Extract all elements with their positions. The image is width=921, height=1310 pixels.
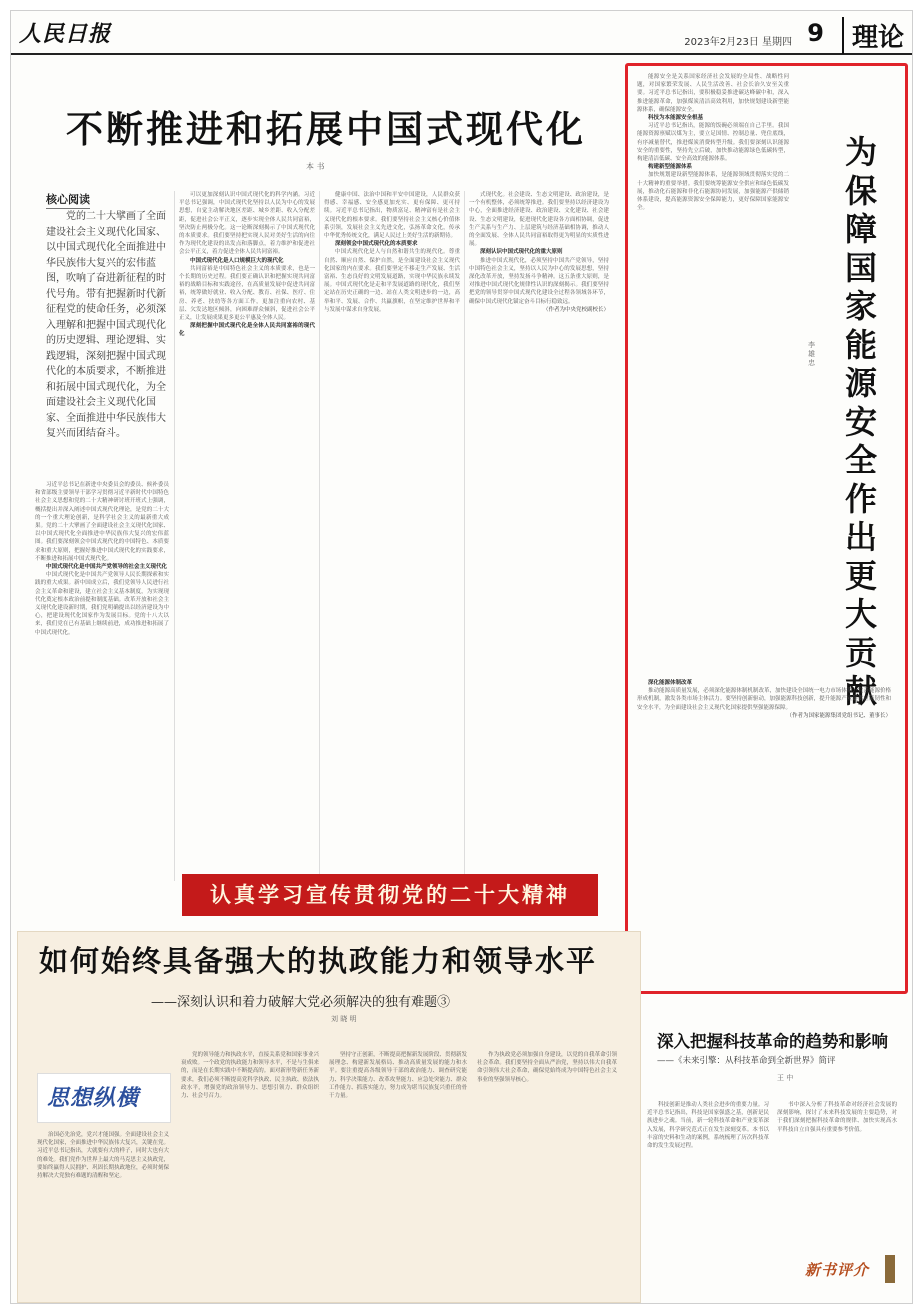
main-col3-para2: 中国式现代化是人与自然和谐共生的现代化。尊重自然、顺应自然、保护自然，是全面建设社会主义现代化国家的内在要求。我们要坚定不移走生产发展、生活富裕、生态良好的文明发展道路，实现中华民族永续发展。中国式现代化是走和平发展道路的现代化，我们坚定站在历史正确的一边、站在人类文明进步的一边，高举和平、发展、合作、共赢旗帜，在坚定维护世界和平与发展中谋求自身发展。: [324, 249, 460, 313]
main-col1-para2: 中国式现代化是中国共产党领导人民长期探索和实践的重大成果。新中国成立后，我们党领导人民进行社会主义革命和建设，建立社会主义基本制度，为实现现代化奠定根本政治前提和制度基础。改革开放和社会主义现代化建设新时期，我们党明确提出以经济建设为中心，把建设现代化国家作为发展目标。党的十八大以来，我们党在已有基础上继续前进，成功推进和拓展了中国式现代化。: [35, 572, 169, 636]
intro-summary: 党的二十大擘画了全面建设社会主义现代化国家、以中国式现代化全面推进中华民族伟大复兴的宏伟蓝图，吹响了奋进新征程的时代号角。带有把握新时代新征程党的使命任务，必须深入理解和把握中国式现代化的历史逻辑、理论逻辑、实践逻辑，深刻把握中国式现代化的本质要求，不断推进和拓展中国式现代化，为全面建设社会主义现代化国家、全面推进中华民族伟大复兴而团结奋斗。: [46, 211, 166, 439]
right-article-para3: 加快规划建设新型能源体系，是能源领域贯彻落实党的二十大精神的重要举措。我们要统筹能源安全供应和绿色低碳发展，推动化石能源和非化石能源协同发展，加强能源产供储销体系建设，提高能源资源安全保障能力，更好保障国家能源安全。: [637, 172, 789, 212]
right-article-column-2: [637, 679, 891, 979]
feature-article-subtitle: ——深刻认识和着力破解大党必须解决的独有难题③: [151, 995, 451, 1010]
review-section-tag: 新书评介: [805, 1261, 870, 1279]
column-rule: [464, 191, 465, 881]
feature-column-4: [477, 1051, 617, 1296]
feature-column-1: [37, 1131, 169, 1296]
main-col4-para: 式现代化。社会建设、生态文明建设、政治建设，是一个有机整体，必须统筹推进。我们要坚持以经济建设为中心，全面推进经济建设、政治建设、文化建设、社会建设、生态文明建设，促进现代化建设各方面相协调，促进生产关系与生产力、上层建筑与经济基础相协调，推动人的全面发展、全体人民共同富裕取得更为明显的实质性进展。: [469, 192, 609, 248]
issue-date: 2023年2月23日 星期四: [684, 37, 792, 48]
review-column-2: [777, 1101, 897, 1251]
feature-col4-para: 作为执政党必须加强自身建设，以党的自我革命引领社会革命。我们要坚持全面从严治党，坚持以伟大自我革命引领伟大社会革命，确保党始终成为中国特色社会主义事业的坚强领导核心。: [477, 1052, 617, 1083]
feature-col2-para: 党的领导能力和执政水平，直接关系党和国家事业兴衰成败。一个政党的执政能力和领导水平，不是与生俱来的，而是在长期实践中不断提高的。面对新形势新任务新要求，我们必须不断提高党科学执政、民主执政、依法执政水平，增强党的政治领导力、思想引领力、群众组织力、社会号召力。: [181, 1052, 319, 1100]
main-col2-subheading2: 深刻把握中国式现代化是全体人民共同富裕的现代化: [179, 323, 315, 338]
main-col2-subheading: 中国式现代化是人口规模巨大的现代化: [190, 257, 284, 264]
main-article-credit: （作者为中央党校副校长）: [542, 306, 609, 313]
section-name: 理论: [842, 17, 904, 54]
campaign-banner: 认真学习宣传贯彻党的二十大精神: [182, 874, 598, 916]
page-number: 9: [807, 19, 824, 47]
intro-heading: 核心阅读: [46, 191, 90, 209]
main-column-3: [324, 191, 460, 866]
main-article-title: 不断推进和拓展中国式现代化: [66, 108, 586, 151]
review-tag-icon: [885, 1255, 895, 1283]
feature-col1-para: 治国必先治党，党兴才能国强。全面建设社会主义现代化国家，全面推进中华民族伟大复兴，关键在党。习近平总书记指出，大就要有大的样子，同时大也有大的难处。我们党作为世界上最大的马克思主义执政党，要始终赢得人民拥护、巩固长期执政地位，必须时刻保持解决大党独有难题的清醒和坚定。: [37, 1132, 169, 1180]
column-logo: 思想纵横: [47, 1085, 140, 1111]
newspaper-page: [10, 10, 913, 1304]
main-column-1: [35, 481, 169, 861]
right-article-para2: 习近平总书记指出，能源的饭碗必须端在自己手里。我国能源资源禀赋以煤为主，要立足国情、控制总量、兜住底线，有序减量替代，推进煤炭消费转型升级。我们要深刻认识能源安全的重要性，坚持先立后破，加快推动能源绿色低碳转型，构建清洁低碳、安全高效的能源体系。: [637, 123, 789, 163]
main-col3-para: 健康中国、法治中国和平安中国建设，人民群众获得感、幸福感、安全感更加充实、更有保障、更可持续。习近平总书记指出，物质富足、精神富有是社会主义现代化的根本要求。我们要坚持社会主义核心价值体系引领，发展社会主义先进文化，弘扬革命文化，传承中华优秀传统文化，满足人民过上美好生活的新期待。: [324, 192, 460, 240]
right-article-para1: 能源安全是关系国家经济社会发展的全局性、战略性问题，对国家繁荣发展、人民生活改善、社会长治久安至关重要。习近平总书记指出，要积极稳妥推进碳达峰碳中和，深入推进能源革命，加强煤炭清洁高效利用，加快规划建设新型能源体系，确保能源安全。: [637, 74, 789, 113]
review-col2-para: 书中深入分析了科技革命对经济社会发展的深刻影响，探讨了未来科技发展的主要趋势，对于我们深刻把握科技革命的规律、加快实现高水平科技自立自强具有重要参考价值。: [777, 1102, 897, 1133]
masthead: [11, 11, 912, 55]
main-col3-subheading: 深刻领会中国式现代化的本质要求: [335, 241, 418, 248]
feature-article-title: 如何始终具备强大的执政能力和领导水平: [39, 944, 598, 978]
main-col1-subheading: 中国式现代化是中国共产党领导的社会主义现代化: [46, 564, 168, 571]
right-article-author: 李 雄 忠: [808, 341, 815, 367]
main-col4-subheading: 深刻认识中国式现代化的重大原则: [480, 249, 563, 256]
main-col2-para: 可以更加深刻认识中国式现代化的科学内涵。习近平总书记强调，中国式现代化坚持以人民为中心的发展思想，自觉主动解决地区差距、城乡差距、收入分配差距，促进社会公平正义，逐步实现全体人民共同富裕，坚决防止两极分化。这一论断深刻揭示了中国式现代化的本质要求。我们要坚持把实现人民对美好生活的向往作为现代化建设的出发点和落脚点，着力维护和促进社会公平正义，着力促进全体人民共同富裕。: [179, 192, 315, 256]
newspaper-logo: 人民日报: [19, 21, 112, 47]
column-rule: [174, 191, 175, 881]
main-col2-para2: 共同富裕是中国特色社会主义的本质要求，也是一个长期的历史过程。我们要正确认识和把握实现共同富裕的战略目标和实践途径，在高质量发展中促进共同富裕，统筹做好就业、收入分配、教育、社保、医疗、住房、养老、扶幼等各方面工作，更加注重向农村、基层、欠发达地区倾斜，向困难群众倾斜，促进社会公平正义，让发展成果更多更公平惠及全体人民。: [179, 265, 315, 322]
feature-article-author: 刘 晓 明: [331, 1015, 357, 1023]
review-column-1: [647, 1101, 769, 1301]
feature-col3-para: 坚持守正创新，不断提高把握新发展阶段、贯彻新发展理念、构建新发展格局、推动高质量发展的能力和水平。要注重提高各级领导干部的政治能力、调查研究能力、科学决策能力、改革攻坚能力、应急处突能力、群众工作能力、抓落实能力，努力成为堪当民族复兴重任的骨干力量。: [329, 1052, 467, 1100]
main-article-author: 本 书: [306, 162, 325, 171]
right-article-para4: 推动能源高质量发展，必须深化能源体制机制改革，加快建设全国统一电力市场体系，完善能源价格形成机制，激发各类市场主体活力。要坚持创新驱动，加强能源科技创新，提升能源产业链供应链韧性和安全水平，为全面建设社会主义现代化国家提供坚强能源保障。: [637, 688, 891, 711]
main-column-4: [469, 191, 609, 866]
main-col1-para: 习近平总书记在新进中央委员会的委员、候补委员和省部级主要领导干部学习贯彻习近平新时代中国特色社会主义思想和党的二十大精神研讨班开班式上强调，概括提出并深入阐述中国式现代化理论，是党的二十大的一个重大理论创新，是科学社会主义的最新重大成果。党的二十大擘画了全面建设社会主义现代化国家、以中国式现代化全面推进中华民族伟大复兴的宏伟蓝图。我们要深刻领会中国式现代化的中国特色、本质要求和重大原则，把握好推进中国式现代化的实践要求，不断推进和拓展中国式现代化。: [35, 482, 169, 562]
right-article-title: 为保障国家能源安全作出更大贡献: [844, 133, 877, 710]
review-col1-para: 科技创新是推动人类社会进步的重要力量。习近平总书记指出，科技是国家强盛之基，创新是民族进步之魂。当前，新一轮科技革命和产业变革深入发展，科学研究范式正在发生深刻变革。本书以丰富的史料和生动的案例，系统梳理了历次科技革命的发生发展过程。: [647, 1102, 769, 1150]
right-article-credit: （作者为国家能源集团党组书记、董事长）: [786, 712, 891, 719]
review-article-author: 王 中: [777, 1074, 794, 1082]
right-article-column-1: [637, 73, 789, 673]
review-article-title: 深入把握科技革命的趋势和影响: [657, 1032, 888, 1051]
review-article-subtitle: ——《未来引擎：从科技革命到全新世界》简评: [657, 1056, 836, 1066]
main-column-2: [179, 191, 315, 866]
column-rule: [319, 191, 320, 881]
right-article-subheading3: 深化能源体制改革: [648, 680, 693, 686]
feature-column-3: [329, 1051, 467, 1296]
right-article-subheading1: 科技为本能源安全根基: [648, 115, 704, 122]
feature-column-2: [181, 1051, 319, 1296]
main-col4-para2: 推进中国式现代化，必须坚持中国共产党领导，坚持中国特色社会主义，坚持以人民为中心的发展思想，坚持深化改革开放，坚持发扬斗争精神。这五条重大原则，是对推进中国式现代化规律性认识的深刻揭示。我们要坚持把党的领导贯穿中国式现代化建设全过程各领域各环节，确保中国式现代化锚定奋斗目标行稳致远。: [469, 257, 609, 305]
right-article-subheading2: 构建新型能源体系: [648, 164, 693, 171]
